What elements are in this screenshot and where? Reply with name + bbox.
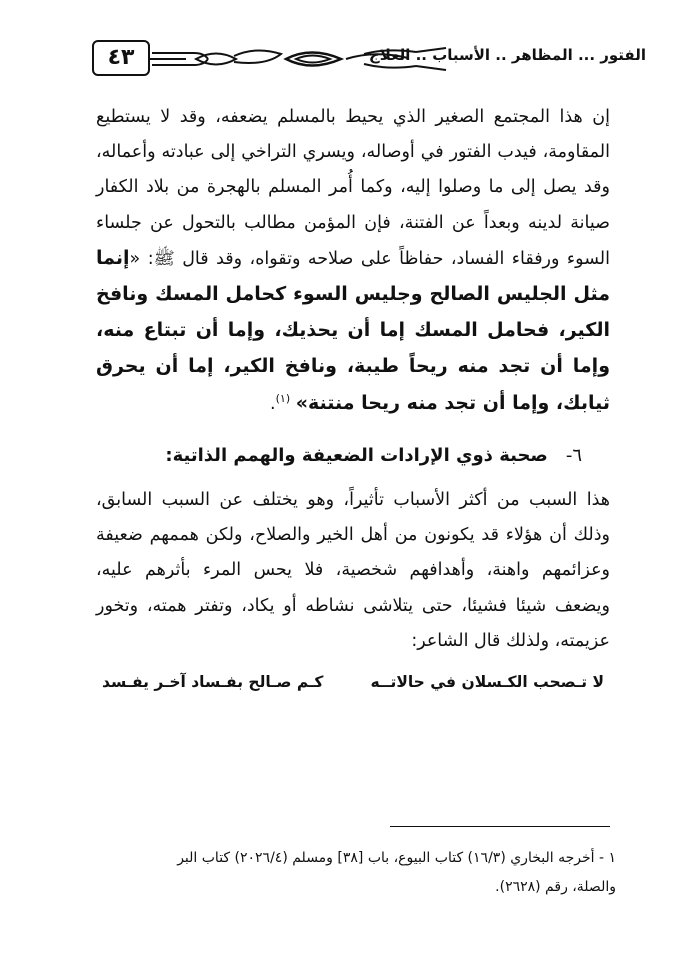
page-number: ٤٣ <box>92 40 150 76</box>
hadith-close-quote: » <box>295 391 308 414</box>
main-text <box>96 100 610 700</box>
hadith-quote: إنما مثل الجليس الصالح وجليس السوء كحامل المسك ونافخ الكير، فحامل المسك إما أن يحذيك، وإما أن تبتاع منه، وإما أن تجد منه ريحاً طيبة، ونافخ الكير، إما أن يحرق ثيابك، وإما أن تجد منه ريحا منتنة <box>96 246 610 414</box>
footnote-divider <box>390 826 610 827</box>
verse-first-hemistich: لا تـصحب الكـسلان في حالاتــه <box>370 673 604 692</box>
running-title: الفتور ... المظاهر .. الأسباب .. العلاج <box>368 46 646 64</box>
section-heading <box>96 438 610 473</box>
page-header <box>92 38 652 78</box>
footnotes <box>88 844 616 902</box>
footnote-reference[interactable]: (١) <box>275 391 291 405</box>
section-title: صحبة ذوي الإرادات الضعيفة والهمم الذاتية: <box>165 444 548 466</box>
section-number: ٦- <box>565 444 582 466</box>
poetry-verse <box>96 665 610 700</box>
paragraph-2: هذا السبب من أكثر الأسباب تأثيراً، وهو يختلف عن السبب السابق، وذلك أن هؤلاء قد يكونون من أهل الخير والصلاح، ولكن هممهم ضعيفة وعزائمهم واهنة، وأهدافهم شخصية، فلا يحس المرء بأثرهم عليه، ويضعف شيئا فشيئا، حتى يتلاشى نشاطه أو يكاد، وتفتر همته، وتخور عزيمته، ولذلك قال الشاعر: <box>96 490 610 651</box>
footnote-line-2: والصلة، رقم (٢٦٢٨). <box>495 879 616 895</box>
paragraph-1-text: إن هذا المجتمع الصغير الذي يحيط بالمسلم يضعفه، وقد لا يستطيع المقاومة، فيدب الفتور في أوصاله، ويسري التراخي إلى عبادته وأعماله، وقد يصل إلى ما وصلوا إليه، وكما أُمر المسلم بالهجرة من بلاد الكفار صيانة لدينه وبعداً عن الفتنة، فإن المؤمن مطالب بالتحول عن جلساء السوء ورفقاء الفساد، حفاظاً على صلاحه وتقواه، وقد قال ﷺ: « <box>96 107 610 269</box>
verse-second-hemistich: كـم صـالح بفـساد آخـر يفـسد <box>102 673 324 692</box>
paragraph-1 <box>96 100 610 422</box>
sentence-end: . <box>270 393 276 414</box>
footnote-line-1: ١ - أخرجه البخاري (١٦/٣) كتاب البيوع، باب [٣٨] ومسلم (٢٠٢٦/٤) كتاب البر <box>177 850 616 866</box>
